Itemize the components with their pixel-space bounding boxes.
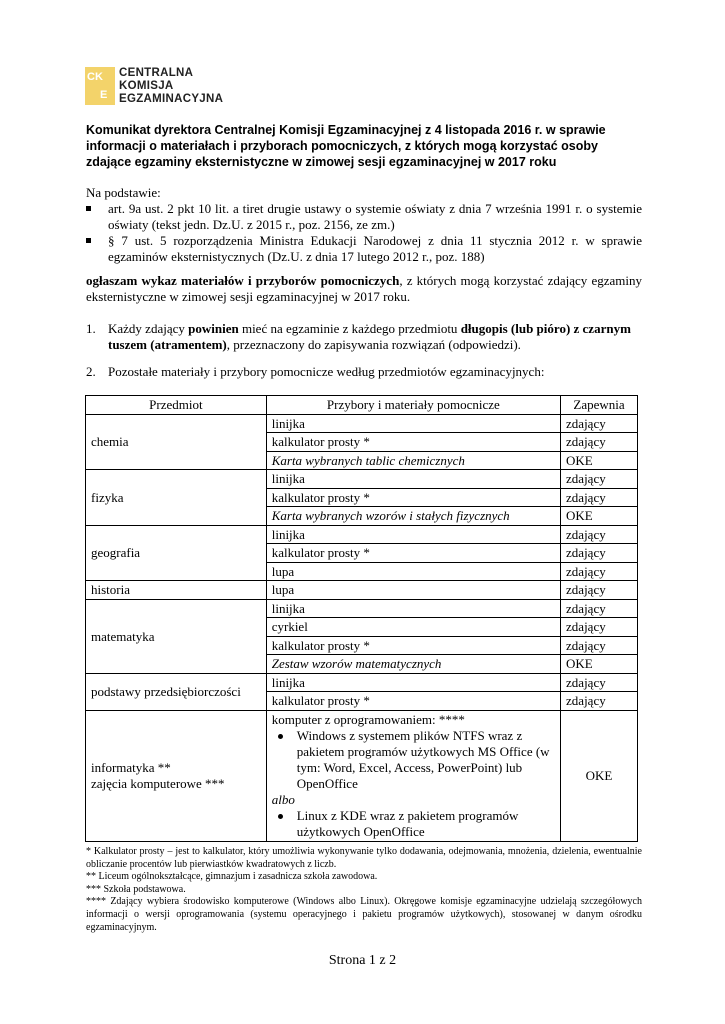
legal-basis — [86, 185, 642, 265]
software-options — [272, 728, 555, 792]
footnotes — [86, 846, 642, 934]
software-option-text: Linux z KDE wraz z pakietem programów użytkowych OpenOffice — [296, 807, 519, 839]
provider-cell: OKE — [561, 655, 638, 674]
point-text-part: Każdy zdający — [108, 321, 189, 336]
material-cell: kalkulator prosty * — [266, 692, 560, 711]
provider-cell: zdający — [561, 414, 638, 433]
point-2 — [86, 364, 642, 380]
logo-mark — [85, 67, 115, 105]
subject-cell: chemia — [86, 414, 267, 470]
material-cell: linijka — [266, 414, 560, 433]
material-cell: kalkulator prosty * — [266, 488, 560, 507]
page-number: Strona 1 z 2 — [328, 953, 397, 968]
table-row — [86, 414, 638, 433]
point-text-bold: długopis (lub pióro) z czarnym tuszem (atramentem) — [108, 321, 631, 352]
software-options — [272, 808, 555, 840]
material-cell: kalkulator prosty * — [266, 433, 560, 452]
provider-cell: zdający — [561, 562, 638, 581]
announcement — [86, 273, 642, 305]
legal-basis-lead: Na podstawie: — [86, 185, 161, 200]
table-row — [86, 525, 638, 544]
point-1 — [86, 321, 642, 353]
subject-name: zajęcia komputerowe *** — [91, 775, 225, 791]
provider-cell: zdający — [561, 599, 638, 618]
material-cell: Karta wybranych tablic chemicznych — [266, 451, 560, 470]
subject-cell: geografia — [86, 525, 267, 581]
provider-cell: OKE — [561, 710, 638, 841]
bullet-square-icon — [86, 238, 91, 243]
legal-basis-item — [86, 201, 642, 233]
subject-cell — [86, 710, 267, 841]
footnote: *** Szkoła podstawowa. — [86, 883, 186, 895]
column-header: Przybory i materiały pomocnicze — [266, 396, 560, 415]
material-cell: linijka — [266, 673, 560, 692]
provider-cell: zdający — [561, 470, 638, 489]
logo-text — [119, 67, 223, 106]
logo-line-2: KOMISJA — [119, 80, 174, 92]
logo-mark-top: CK — [87, 71, 103, 83]
materials-cell — [266, 710, 560, 841]
material-cell: linijka — [266, 525, 560, 544]
alternative-label: albo — [271, 791, 295, 807]
software-option-text: Windows z systemem plików NTFS wraz z pakietem programów użytkowych MS Office (w tym: Word, Excel, Access, PowerPoint) lub OpenOffice — [296, 727, 550, 791]
subject-cell: historia — [86, 581, 267, 600]
subject-cell: fizyka — [86, 470, 267, 526]
provider-cell: zdający — [561, 673, 638, 692]
provider-cell: zdający — [561, 618, 638, 637]
announcement-rest: , z których mogą korzystać zdający egzaminy eksternistyczne w zimowej sesji egzaminacyjnej w 2017 roku. — [86, 273, 642, 304]
table-header-row — [86, 396, 638, 415]
logo-line-3: EGZAMINACYJNA — [119, 93, 224, 105]
point-text: Pozostałe materiały i przybory pomocnicze według przedmiotów egzaminacyjnych: — [108, 364, 545, 379]
point-text — [86, 321, 642, 353]
material-cell: Karta wybranych wzorów i stałych fizycznych — [266, 507, 560, 526]
footnote: **** Zdający wybiera środowisko komputerowe (Windows albo Linux). Okręgowe komisje egzaminacyjne udzielają szczegółowych informacji o wersji oprogramowania (systemu operacyjnego i pakietu programów użytkowych), stosowanej w danym ośrodku egzaminacyjnym. — [86, 896, 642, 933]
bullet-square-icon — [86, 206, 91, 211]
material-cell: Zestaw wzorów matematycznych — [266, 655, 560, 674]
cke-logo — [85, 67, 235, 109]
table-row — [86, 673, 638, 692]
provider-cell: zdający — [561, 525, 638, 544]
material-cell: linijka — [266, 599, 560, 618]
bullet-dot-icon — [278, 814, 283, 819]
software-lead: komputer z oprogramowaniem: **** — [271, 711, 465, 727]
subject-cell: matematyka — [86, 599, 267, 673]
announcement-bold: ogłaszam wykaz materiałów i przyborów pomocniczych — [86, 273, 400, 288]
provider-cell: zdający — [561, 433, 638, 452]
legal-basis-text: § 7 ust. 5 rozporządzenia Ministra Edukacji Narodowej z dnia 11 stycznia 2012 r. w sprawie egzaminów eksternistycznych (Dz.U. z dnia 17 lutego 2012 r., poz. 188) — [108, 233, 642, 264]
point-text-part: , przeznaczony do zapisywania rozwiązań (odpowiedzi). — [226, 337, 521, 352]
material-cell: kalkulator prosty * — [266, 636, 560, 655]
provider-cell: OKE — [561, 507, 638, 526]
provider-cell: zdający — [561, 581, 638, 600]
point-text-part: mieć na egzaminie z każdego przedmiotu — [238, 321, 461, 336]
provider-cell: zdający — [561, 488, 638, 507]
material-cell: lupa — [266, 562, 560, 581]
table-row — [86, 581, 638, 600]
subject-name: informatyka ** — [91, 759, 171, 775]
material-cell: lupa — [266, 581, 560, 600]
material-cell: kalkulator prosty * — [266, 544, 560, 563]
software-option — [272, 808, 555, 840]
bullet-dot-icon — [278, 734, 283, 739]
table-row — [86, 710, 638, 841]
logo-mark-bottom: E — [100, 89, 108, 101]
material-cell: linijka — [266, 470, 560, 489]
table-row — [86, 599, 638, 618]
point-number: 2. — [86, 364, 96, 379]
materials-table — [85, 395, 638, 842]
column-header: Zapewnia — [561, 396, 638, 415]
point-number: 1. — [86, 321, 96, 336]
provider-cell: zdający — [561, 692, 638, 711]
legal-basis-item — [86, 233, 642, 265]
footnote: ** Liceum ogólnokształcące, gimnazjum i zasadnicza szkoła zawodowa. — [86, 871, 378, 883]
provider-cell: OKE — [561, 451, 638, 470]
provider-cell: zdający — [561, 636, 638, 655]
column-header: Przedmiot — [86, 396, 267, 415]
software-option — [272, 728, 555, 792]
table-row — [86, 470, 638, 489]
table-body — [86, 414, 638, 841]
legal-basis-text: art. 9a ust. 2 pkt 10 lit. a tiret drugie ustawy o systemie oświaty z dnia 7 września 1991 r. o systemie oświaty (tekst jedn. Dz.U. z 2015 r., poz. 2156, ze zm.) — [108, 201, 642, 232]
footnote: * Kalkulator prosty – jest to kalkulator, który umożliwia wykonywanie tylko dodawania, odejmowania, mnożenia, dzielenia, ewentualnie obliczanie procentów lub pierwiastków kwadratowych z liczb. — [86, 846, 642, 870]
document-title: Komunikat dyrektora Centralnej Komisji Egzaminacyjnej z 4 listopada 2016 r. w sprawie informacji o materiałach i przyborach pomocniczych, z których mogą korzystać osoby zdające egzaminy eksternistyczne w zimowej sesji egzaminacyjnej w 2017 roku — [86, 123, 606, 169]
material-cell: cyrkiel — [266, 618, 560, 637]
subject-cell: podstawy przedsiębiorczości — [86, 673, 267, 710]
logo-line-1: CENTRALNA — [119, 67, 194, 79]
provider-cell: zdający — [561, 544, 638, 563]
point-text-bold: powinien — [188, 321, 239, 336]
